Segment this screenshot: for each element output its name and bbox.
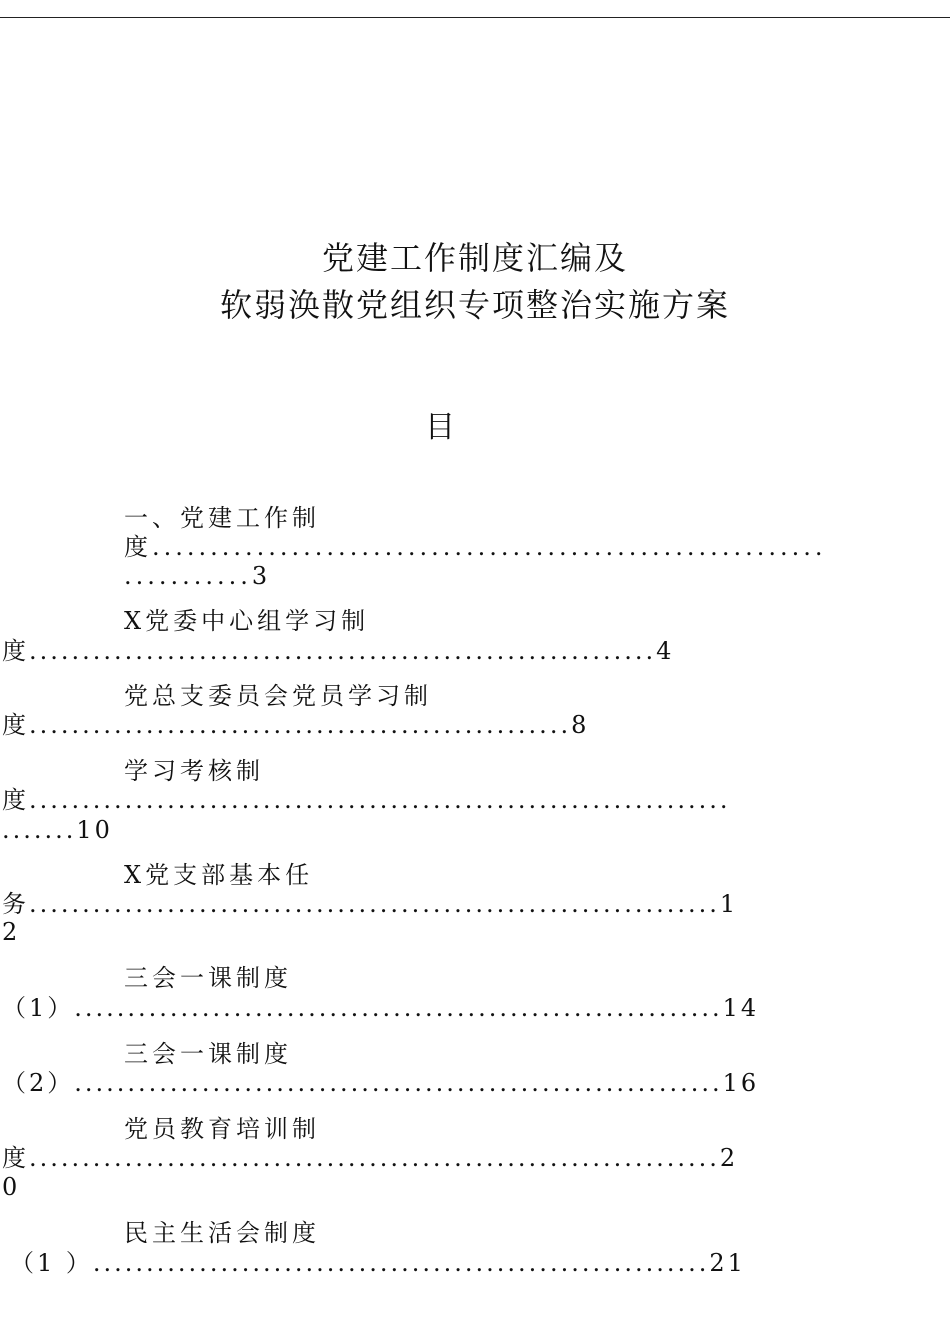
toc-entry-page: ...........3 <box>124 562 272 590</box>
toc-entry-page: 0 <box>2 1173 21 1201</box>
toc-entry-leader: （2）.............................................................16 <box>2 1069 760 1097</box>
toc-entry-title: 三会一课制度 <box>124 1040 292 1068</box>
toc-entry-title: 党总支委员会党员学习制 <box>124 682 432 710</box>
toc-entry-leader: 度.................................................................2 <box>2 1144 739 1172</box>
toc-entry-leader: 务.................................................................1 <box>2 890 739 918</box>
toc-entry-leader: 度...........................................................4 <box>2 637 675 665</box>
document-title-line-1: 党建工作制度汇编及 <box>321 239 628 277</box>
document-title-line-2: 软弱涣散党组织专项整治实施方案 <box>219 286 730 324</box>
toc-entry-leader: 度.......................................................... <box>124 533 827 561</box>
toc-entry-page: .......10 <box>2 816 113 844</box>
top-rule <box>0 17 950 18</box>
toc-entry-title: 三会一课制度 <box>124 964 292 992</box>
toc-entry-leader: （1）.............................................................14 <box>2 994 760 1022</box>
toc-entry-leader: 度...................................................8 <box>2 711 590 739</box>
toc-entry-title: X党支部基本任 <box>124 861 314 889</box>
toc-entry-title: 学习考核制 <box>124 757 264 785</box>
toc-entry-page: 2 <box>2 918 21 946</box>
toc-entry-leader: （1 ）..........................................................21 <box>10 1249 746 1277</box>
toc-entry-title: X党委中心组学习制 <box>124 607 370 635</box>
toc-entry-title: 民主生活会制度 <box>124 1219 320 1247</box>
toc-entry-title: 一、党建工作制 <box>124 504 320 532</box>
toc-entry-title: 党员教育培训制 <box>124 1115 320 1143</box>
toc-heading: 目 <box>425 410 455 445</box>
toc-entry-leader: 度.................................................................. <box>2 786 731 814</box>
